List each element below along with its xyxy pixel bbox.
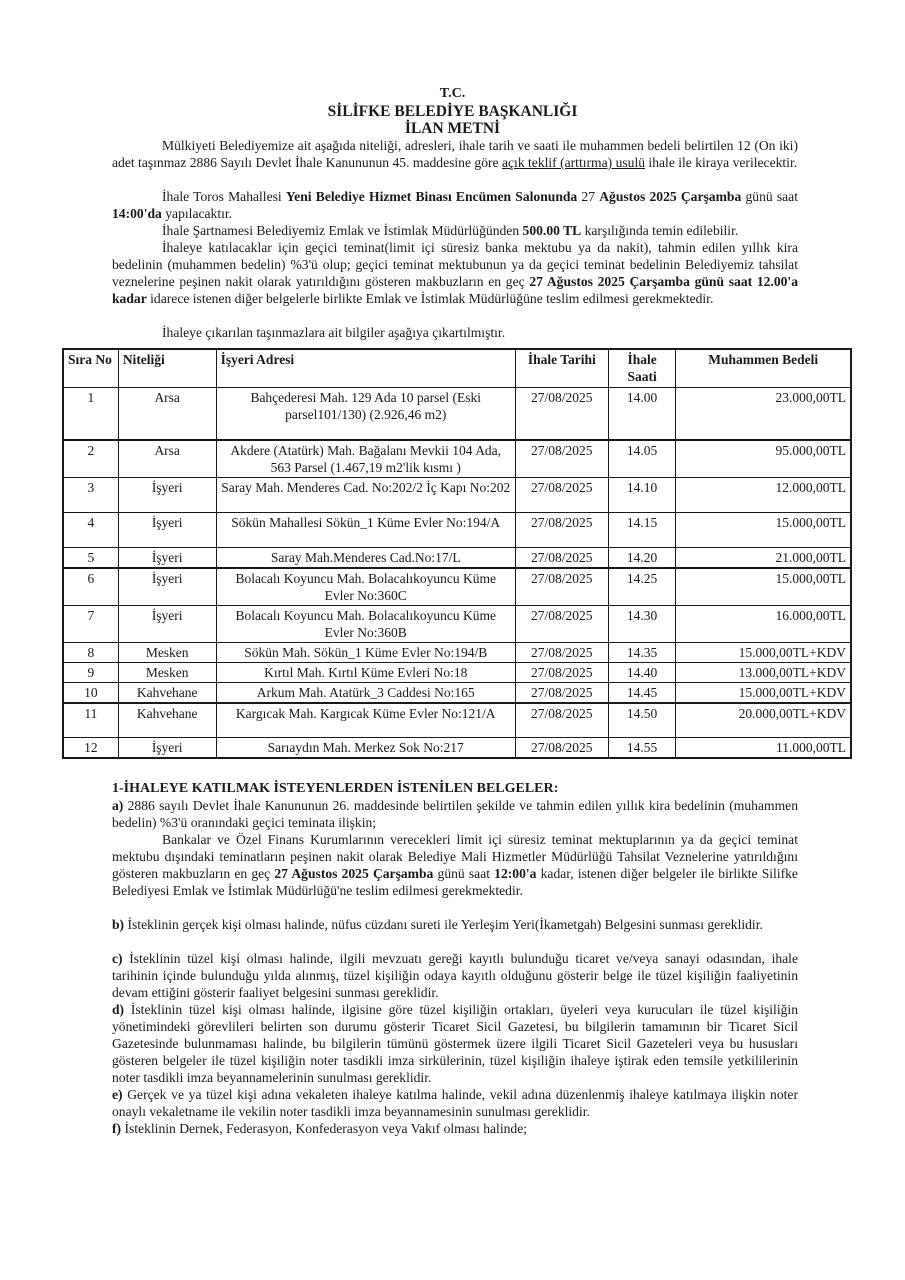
header-municipality: SİLİFKE BELEDİYE BAŞKANLIĞI xyxy=(327,103,578,120)
header-nitelik: Niteliği xyxy=(118,349,216,388)
requirement-f: f) İsteklinin Dernek, Federasyon, Konfederasyon veya Vakıf olması halinde; xyxy=(112,1121,528,1136)
header-sira-no: Sıra No xyxy=(63,349,118,388)
table-row: 8 Mesken Sökün Mah. Sökün_1 Küme Evler No:194/B 27/08/2025 14.35 15.000,00TL+KDV xyxy=(63,642,851,662)
requirements-title: 1-İHALEYE KATILMAK İSTEYENLERDEN İSTENİLEN BELGELER: xyxy=(112,781,559,796)
table-row: 6 İşyeri Bolacalı Koyuncu Mah. Bolacalıkoyuncu Küme Evler No:360C 27/08/2025 14.25 15.000,00TL xyxy=(63,568,851,606)
requirement-d: d) İsteklinin tüzel kişi olması halinde, ilgisine göre tüzel kişiliğin ortakları, üyeleri veya kurucuları ile tüzel kişiliğin yönetimindeki görevlileri belirten son durumu gösterir Ticaret Sicil Gazetesi, bu bilgilerin tamamının bir Ticaret Sicil Gazetesinde bulunmaması halinde, bu bilgilerin tümünü göstermek üzere ilgili Ticaret Sicil Gazeteleri veya bu hususları gösteren belgeler ile tüzel kişiliğin noter tasdikli imza sirkülerinin, tüzel kişiliğin ihaleye iştirak eden temsile yetkililerinin noter tasdikli imza beyannamelerinin sunulması gereklidir. xyxy=(112,1002,798,1085)
header-tc: T.C. xyxy=(439,86,466,101)
intro-paragraph-4: İhaleye katılacaklar için geçici teminat(limit içi süresiz banka mektubu ya da nakit), tahmin edilen yıllık kira bedelinin (muhammen bedelin) %3'ü olup; geçici teminat mektubunun ya da geçici teminat bedelinin Belediyemiz tahsilat veznelerine peşinen nakit olarak yatırıldığını gösteren makbuzların en geç 27 Ağustos 2025 Çarşamba günü saat 12.00'a kadar idarece istenen diğer belgelerle birlikte Emlak ve İstimlak Müdürlüğüne teslim edilmesi gerekmektedir. xyxy=(112,240,798,306)
intro-paragraph-5: İhaleye çıkarılan taşınmazlara ait bilgiler aşağıya çıkartılmıştır. xyxy=(162,325,506,340)
header-title: İLAN METNİ xyxy=(404,120,501,137)
header-adres: İşyeri Adresi xyxy=(216,349,515,388)
table-row: 7 İşyeri Bolacalı Koyuncu Mah. Bolacalıkoyuncu Küme Evler No:360B 27/08/2025 14.30 16.000,00TL xyxy=(63,605,851,642)
intro-paragraph-2: İhale Toros Mahallesi Yeni Belediye Hizmet Binası Encümen Salonunda 27 Ağustos 2025 Çarşamba günü saat 14:00'da yapılacaktır. xyxy=(112,189,798,221)
requirement-b: b) İsteklinin gerçek kişi olması halinde, nüfus cüzdanı sureti ile Yerleşim Yeri(İkametgah) Belgesini sunması gereklidir. xyxy=(112,917,763,932)
table-row: 4 İşyeri Sökün Mahallesi Sökün_1 Küme Evler No:194/A 27/08/2025 14.15 15.000,00TL xyxy=(63,512,851,547)
table-row: 5 İşyeri Saray Mah.Menderes Cad.No:17/L 27/08/2025 14.20 21.000,00TL xyxy=(63,547,851,568)
property-table xyxy=(62,348,852,759)
table-row: 11 Kahvehane Kargıcak Mah. Kargıcak Küme Evler No:121/A 27/08/2025 14.50 20.000,00TL+KDV xyxy=(63,703,851,738)
table-header-row xyxy=(63,349,851,388)
auction-method: açık teklif (arttırma) usulü xyxy=(501,155,646,170)
requirement-bank-guarantee: Bankalar ve Özel Finans Kurumlarının verecekleri limit içi süresiz teminat mektuplarının ya da geçici teminat mektubu dışındaki teminatların peşinen nakit olarak Belediye Mali Hizmetler Müdürlüğü Tahsilat Veznelerine yatırıldığını gösteren makbuzların en geç 27 Ağustos 2025 Çarşamba günü saat 12:00'a kadar, istenen diğer belgeler ile birlikte Silifke Belediyesi Emlak ve İstimlak Müdürlüğü'ne teslim edilmesi gerekmektedir. xyxy=(112,832,798,898)
table-row: 1 Arsa Bahçederesi Mah. 129 Ada 10 parsel (Eski parsel101/130) (2.926,46 m2) 27/08/2025 14.00 23.000,00TL xyxy=(63,388,851,440)
table-row: 3 İşyeri Saray Mah. Menderes Cad. No:202/2 İç Kapı No:202 27/08/2025 14.10 12.000,00TL xyxy=(63,477,851,512)
requirement-a: a) 2886 sayılı Devlet İhale Kanununun 26. maddesinde belirtilen şekilde ve tahmin edilen yıllık kira bedelinin (muhammen bedelin) %3'ü oranındaki geçici teminata ilişkin; xyxy=(112,798,798,830)
table-row: 12 İşyeri Sarıaydın Mah. Merkez Sok No:217 27/08/2025 14.55 11.000,00TL xyxy=(63,738,851,759)
header-bedel: Muhammen Bedeli xyxy=(676,349,851,388)
header-tarih: İhale Tarihi xyxy=(515,349,608,388)
header-saat: İhale Saati xyxy=(608,349,676,388)
requirement-c: c) İsteklinin tüzel kişi olması halinde, ilgili mevzuatı gereği kayıtlı bulunduğu ticaret ve/veya sanayi odasından, ihale tarihinin içinde bulunduğu yılda alınmış, tüzel kişiliğin odaya kayıtlı olduğunu gösterir belge ile tüzel kişiliğin faaliyetinin devam ettiğini gösterir faaliyet belgesini sunması gereklidir. xyxy=(112,951,798,1000)
intro-paragraph-1: Mülkiyeti Belediyemize ait aşağıda niteliği, adresleri, ihale tarih ve saati ile muhammen bedeli belirtilen 12 (On iki) adet taşınmaz 2886 Sayılı Devlet İhale Kanununun 45. maddesine göre açık teklif (arttırma) usulü ihale ile kiraya verilecektir. xyxy=(112,138,798,170)
table-row: 9 Mesken Kırtıl Mah. Kırtıl Küme Evleri No:18 27/08/2025 14.40 13.000,00TL+KDV xyxy=(63,662,851,682)
table-row: 2 Arsa Akdere (Atatürk) Mah. Bağalanı Mevkii 104 Ada, 563 Parsel (1.467,19 m2'lik kısmı ) 27/08/2025 14.05 95.000,00TL xyxy=(63,440,851,478)
table-row: 10 Kahvehane Arkum Mah. Atatürk_3 Caddesi No:165 27/08/2025 14.45 15.000,00TL+KDV xyxy=(63,682,851,703)
intro-paragraph-3: İhale Şartnamesi Belediyemiz Emlak ve İstimlak Müdürlüğünden 500.00 TL karşılığında temin edilebilir. xyxy=(162,223,739,238)
requirement-e: e) Gerçek ve ya tüzel kişi adına vekaleten ihaleye katılma halinde, vekil adına düzenlenmiş ihaleye katılmaya ilişkin noter onaylı vekaletname ile vekilin noter tasdikli imza beyannamesinin sunulması gereklidir. xyxy=(112,1087,798,1119)
